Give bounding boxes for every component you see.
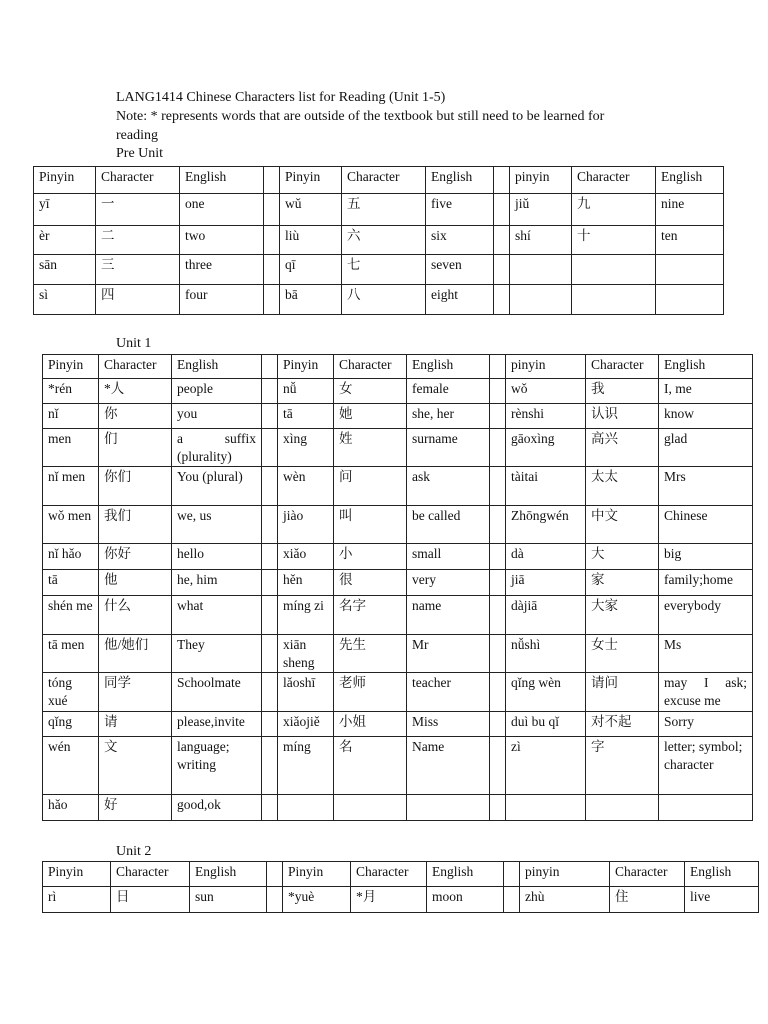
column-spacer: [490, 544, 506, 570]
pinyin-cell: jiào: [278, 506, 334, 544]
table-row: [34, 255, 724, 285]
table-row: [34, 285, 724, 315]
column-spacer: [262, 712, 278, 737]
character-cell: 好: [99, 795, 172, 821]
table-row: [34, 226, 724, 255]
pinyin-cell: wèn: [278, 467, 334, 506]
character-cell: 九: [572, 194, 656, 226]
table-row: [43, 506, 753, 544]
character-cell: 三: [96, 255, 180, 285]
column-spacer: [262, 737, 278, 795]
header-character-cell: Character: [96, 167, 180, 194]
character-cell: [572, 285, 656, 315]
pinyin-cell: nǚshì: [506, 635, 586, 673]
english-cell: people: [172, 379, 262, 404]
character-cell: 请: [99, 712, 172, 737]
english-cell: two: [180, 226, 264, 255]
column-spacer: [267, 862, 283, 887]
character-cell: [586, 795, 659, 821]
english-cell: everybody: [659, 596, 753, 635]
character-cell: 他: [99, 570, 172, 596]
column-spacer: [504, 887, 520, 913]
pinyin-cell: hǎo: [43, 795, 99, 821]
column-spacer: [494, 194, 510, 226]
pinyin-cell: qǐng wèn: [506, 673, 586, 712]
pinyin-cell: nǐ hǎo: [43, 544, 99, 570]
character-cell: 四: [96, 285, 180, 315]
unit1-table: [42, 354, 753, 821]
pinyin-cell: sān: [34, 255, 96, 285]
pinyin-cell: xìng: [278, 429, 334, 467]
column-spacer: [494, 167, 510, 194]
column-spacer: [264, 226, 280, 255]
character-cell: 日: [111, 887, 190, 913]
character-cell: 文: [99, 737, 172, 795]
column-spacer: [490, 596, 506, 635]
column-spacer: [490, 570, 506, 596]
english-cell: she, her: [407, 404, 490, 429]
english-cell: Mr: [407, 635, 490, 673]
english-cell: nine: [656, 194, 724, 226]
english-cell: language; writing: [172, 737, 262, 795]
column-spacer: [262, 596, 278, 635]
pinyin-cell: gāoxìng: [506, 429, 586, 467]
column-spacer: [494, 255, 510, 285]
pinyin-cell: tā men: [43, 635, 99, 673]
pinyin-cell: jiā: [506, 570, 586, 596]
column-spacer: [264, 285, 280, 315]
column-spacer: [262, 404, 278, 429]
character-cell: 很: [334, 570, 407, 596]
english-cell: surname: [407, 429, 490, 467]
column-spacer: [262, 544, 278, 570]
column-spacer: [504, 862, 520, 887]
character-cell: *月: [351, 887, 427, 913]
header-character-cell: Character: [572, 167, 656, 194]
character-cell: 二: [96, 226, 180, 255]
character-cell: 他/她们: [99, 635, 172, 673]
pinyin-cell: rì: [43, 887, 111, 913]
pinyin-cell: xiǎo: [278, 544, 334, 570]
pinyin-cell: èr: [34, 226, 96, 255]
header-pinyin-cell: pinyin: [506, 355, 586, 379]
character-cell: 什么: [99, 596, 172, 635]
english-cell: name: [407, 596, 490, 635]
pinyin-cell: [510, 285, 572, 315]
pinyin-cell: *rén: [43, 379, 99, 404]
pinyin-cell: dàjiā: [506, 596, 586, 635]
english-cell: They: [172, 635, 262, 673]
pinyin-cell: [506, 795, 586, 821]
english-cell: glad: [659, 429, 753, 467]
pinyin-cell: sì: [34, 285, 96, 315]
header-english-cell: English: [659, 355, 753, 379]
pinyin-cell: shí: [510, 226, 572, 255]
character-cell: 八: [342, 285, 426, 315]
pinyin-cell: Zhōngwén: [506, 506, 586, 544]
header-pinyin-cell: pinyin: [520, 862, 610, 887]
table-row: [43, 635, 753, 673]
character-cell: 大: [586, 544, 659, 570]
english-cell: five: [426, 194, 494, 226]
pinyin-cell: nǚ: [278, 379, 334, 404]
pinyin-cell: men: [43, 429, 99, 467]
table-row: [43, 570, 753, 596]
header-pinyin-cell: Pinyin: [280, 167, 342, 194]
pinyin-cell: bā: [280, 285, 342, 315]
column-spacer: [490, 635, 506, 673]
column-spacer: [490, 379, 506, 404]
character-cell: 姓: [334, 429, 407, 467]
pinyin-cell: míng zi: [278, 596, 334, 635]
character-cell: 中文: [586, 506, 659, 544]
english-cell: I, me: [659, 379, 753, 404]
column-spacer: [264, 194, 280, 226]
english-cell: Name: [407, 737, 490, 795]
document-title: LANG1414 Chinese Characters list for Reading (Unit 1-5): [116, 90, 446, 105]
table-row: [43, 467, 753, 506]
column-spacer: [490, 467, 506, 506]
note-line-1: Note: * represents words that are outside of the textbook but still need to be learned for: [116, 109, 605, 124]
column-spacer: [490, 712, 506, 737]
pinyin-cell: nǐ men: [43, 467, 99, 506]
table-row: [43, 712, 753, 737]
character-cell: 叫: [334, 506, 407, 544]
pinyin-cell: qǐng: [43, 712, 99, 737]
pinyin-cell: *yuè: [283, 887, 351, 913]
pinyin-cell: yī: [34, 194, 96, 226]
character-cell: 住: [610, 887, 685, 913]
header-pinyin-cell: Pinyin: [278, 355, 334, 379]
unit2-label: Unit 2: [116, 844, 152, 859]
pinyin-cell: [278, 795, 334, 821]
table-row: [43, 404, 753, 429]
character-cell: 女士: [586, 635, 659, 673]
pinyin-cell: lǎoshī: [278, 673, 334, 712]
english-cell: he, him: [172, 570, 262, 596]
header-character-cell: Character: [342, 167, 426, 194]
character-cell: 老师: [334, 673, 407, 712]
pinyin-cell: jiǔ: [510, 194, 572, 226]
english-cell: letter; symbol; character: [659, 737, 753, 795]
english-cell: ask: [407, 467, 490, 506]
english-cell: please,invite: [172, 712, 262, 737]
header-pinyin-cell: Pinyin: [283, 862, 351, 887]
english-cell: six: [426, 226, 494, 255]
pinyin-cell: qī: [280, 255, 342, 285]
character-cell: 名字: [334, 596, 407, 635]
header-english-cell: English: [407, 355, 490, 379]
character-cell: 对不起: [586, 712, 659, 737]
table-header-row: [34, 167, 724, 194]
english-cell: know: [659, 404, 753, 429]
english-cell: family;home: [659, 570, 753, 596]
english-cell: Sorry: [659, 712, 753, 737]
header-english-cell: English: [426, 167, 494, 194]
header-character-cell: Character: [351, 862, 427, 887]
english-cell: Schoolmate: [172, 673, 262, 712]
character-cell: 我们: [99, 506, 172, 544]
unit2-table: [42, 861, 759, 913]
pinyin-cell: tā: [278, 404, 334, 429]
character-cell: [334, 795, 407, 821]
header-pinyin-cell: Pinyin: [34, 167, 96, 194]
table-row: [43, 429, 753, 467]
english-cell: eight: [426, 285, 494, 315]
column-spacer: [490, 429, 506, 467]
note-line-2: reading: [116, 128, 158, 143]
table-header-row: [43, 862, 759, 887]
table-row: [43, 887, 759, 913]
header-english-cell: English: [685, 862, 759, 887]
pinyin-cell: zhù: [520, 887, 610, 913]
unit1-label: Unit 1: [116, 336, 152, 351]
english-cell: one: [180, 194, 264, 226]
character-cell: 一: [96, 194, 180, 226]
pinyin-cell: míng: [278, 737, 334, 795]
character-cell: *人: [99, 379, 172, 404]
english-cell: Mrs: [659, 467, 753, 506]
character-cell: 五: [342, 194, 426, 226]
pinyin-cell: wǔ: [280, 194, 342, 226]
column-spacer: [262, 467, 278, 506]
character-cell: 你好: [99, 544, 172, 570]
character-cell: 她: [334, 404, 407, 429]
column-spacer: [262, 429, 278, 467]
header-character-cell: Character: [111, 862, 190, 887]
english-cell: Chinese: [659, 506, 753, 544]
character-cell: 问: [334, 467, 407, 506]
column-spacer: [490, 795, 506, 821]
table-row: [43, 795, 753, 821]
pre-unit-label: Pre Unit: [116, 146, 164, 161]
pinyin-cell: xiǎojiě: [278, 712, 334, 737]
english-cell: four: [180, 285, 264, 315]
character-cell: 家: [586, 570, 659, 596]
character-cell: 你: [99, 404, 172, 429]
english-cell: a suffix (plurality): [172, 429, 262, 467]
header-english-cell: English: [180, 167, 264, 194]
pinyin-cell: dà: [506, 544, 586, 570]
english-cell: what: [172, 596, 262, 635]
english-cell: be called: [407, 506, 490, 544]
english-cell: three: [180, 255, 264, 285]
character-cell: 女: [334, 379, 407, 404]
english-cell: [407, 795, 490, 821]
header-character-cell: Character: [334, 355, 407, 379]
column-spacer: [494, 226, 510, 255]
pinyin-cell: xiān sheng: [278, 635, 334, 673]
column-spacer: [494, 285, 510, 315]
pinyin-cell: nǐ: [43, 404, 99, 429]
english-cell: Miss: [407, 712, 490, 737]
character-cell: 我: [586, 379, 659, 404]
table-header-row: [43, 355, 753, 379]
character-cell: 高兴: [586, 429, 659, 467]
header-pinyin-cell: Pinyin: [43, 862, 111, 887]
character-cell: 太太: [586, 467, 659, 506]
english-cell: [656, 255, 724, 285]
column-spacer: [490, 355, 506, 379]
header-english-cell: English: [656, 167, 724, 194]
english-cell: moon: [427, 887, 504, 913]
column-spacer: [262, 673, 278, 712]
column-spacer: [262, 795, 278, 821]
english-cell: small: [407, 544, 490, 570]
english-cell: teacher: [407, 673, 490, 712]
header-english-cell: English: [190, 862, 267, 887]
english-cell: hello: [172, 544, 262, 570]
pinyin-cell: wǒ: [506, 379, 586, 404]
column-spacer: [490, 673, 506, 712]
pre-unit-table: [33, 166, 724, 315]
character-cell: 们: [99, 429, 172, 467]
pinyin-cell: duì bu qǐ: [506, 712, 586, 737]
english-cell: female: [407, 379, 490, 404]
character-cell: 十: [572, 226, 656, 255]
pinyin-cell: [510, 255, 572, 285]
column-spacer: [267, 887, 283, 913]
character-cell: 七: [342, 255, 426, 285]
character-cell: 名: [334, 737, 407, 795]
table-row: [43, 379, 753, 404]
header-english-cell: English: [172, 355, 262, 379]
character-cell: 小姐: [334, 712, 407, 737]
character-cell: 认识: [586, 404, 659, 429]
english-cell: [656, 285, 724, 315]
table-row: [34, 194, 724, 226]
english-cell: seven: [426, 255, 494, 285]
character-cell: 请问: [586, 673, 659, 712]
column-spacer: [262, 506, 278, 544]
english-cell: very: [407, 570, 490, 596]
pinyin-cell: tàitai: [506, 467, 586, 506]
column-spacer: [262, 570, 278, 596]
column-spacer: [264, 167, 280, 194]
english-cell: ten: [656, 226, 724, 255]
character-cell: 先生: [334, 635, 407, 673]
english-cell: live: [685, 887, 759, 913]
english-cell: may I ask; excuse me: [659, 673, 753, 712]
column-spacer: [262, 355, 278, 379]
english-cell: you: [172, 404, 262, 429]
header-pinyin-cell: Pinyin: [43, 355, 99, 379]
english-cell: You (plural): [172, 467, 262, 506]
header-character-cell: Character: [586, 355, 659, 379]
pinyin-cell: tóng xué: [43, 673, 99, 712]
table-row: [43, 673, 753, 712]
pinyin-cell: hěn: [278, 570, 334, 596]
character-cell: 你们: [99, 467, 172, 506]
header-character-cell: Character: [99, 355, 172, 379]
pinyin-cell: shén me: [43, 596, 99, 635]
column-spacer: [262, 379, 278, 404]
english-cell: [659, 795, 753, 821]
character-cell: 字: [586, 737, 659, 795]
column-spacer: [490, 737, 506, 795]
character-cell: [572, 255, 656, 285]
pinyin-cell: liù: [280, 226, 342, 255]
english-cell: big: [659, 544, 753, 570]
column-spacer: [262, 635, 278, 673]
pinyin-cell: wén: [43, 737, 99, 795]
english-cell: we, us: [172, 506, 262, 544]
english-cell: sun: [190, 887, 267, 913]
english-cell: Ms: [659, 635, 753, 673]
header-english-cell: English: [427, 862, 504, 887]
table-row: [43, 737, 753, 795]
column-spacer: [490, 404, 506, 429]
character-cell: 大家: [586, 596, 659, 635]
table-row: [43, 544, 753, 570]
english-cell: good,ok: [172, 795, 262, 821]
character-cell: 六: [342, 226, 426, 255]
table-row: [43, 596, 753, 635]
header-pinyin-cell: pinyin: [510, 167, 572, 194]
character-cell: 同学: [99, 673, 172, 712]
column-spacer: [490, 506, 506, 544]
character-cell: 小: [334, 544, 407, 570]
pinyin-cell: rènshi: [506, 404, 586, 429]
pinyin-cell: wǒ men: [43, 506, 99, 544]
column-spacer: [264, 255, 280, 285]
pinyin-cell: tā: [43, 570, 99, 596]
header-character-cell: Character: [610, 862, 685, 887]
pinyin-cell: zì: [506, 737, 586, 795]
